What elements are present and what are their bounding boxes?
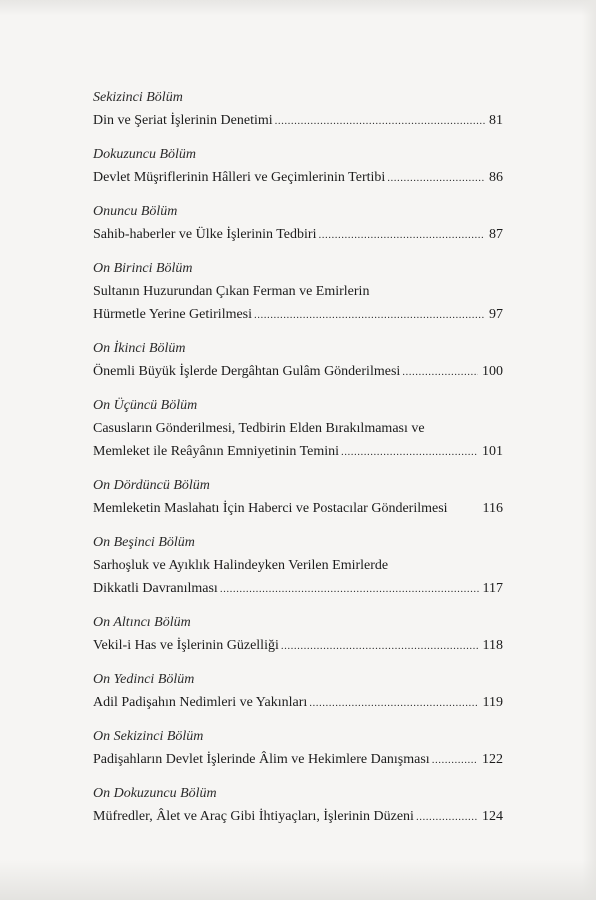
entry-title: Memleketin Maslahatı İçin Haberci ve Postacılar Gönderilmesi	[93, 501, 448, 516]
toc-entry	[93, 360, 503, 383]
entry-title: Hürmetle Yerine Getirilmesi	[93, 307, 253, 322]
toc-entry	[93, 748, 503, 771]
page-right-edge	[582, 0, 596, 900]
leader-dots	[341, 441, 478, 464]
leader-dots	[402, 361, 478, 384]
toc-section	[93, 782, 503, 828]
page-top-shadow	[0, 0, 596, 16]
section-heading: On Üçüncü Bölüm	[93, 398, 198, 413]
toc-section	[93, 394, 503, 463]
entry-title: Sultanın Huzurundan Çıkan Ferman ve Emirlerin	[93, 284, 370, 299]
section-heading: On Dördüncü Bölüm	[93, 478, 210, 493]
toc-section	[93, 611, 503, 657]
page-number: 87	[489, 227, 503, 242]
page-number: 118	[482, 638, 503, 653]
toc-entry	[93, 303, 503, 326]
page-number: 100	[482, 364, 503, 379]
entry-title: Adil Padişahın Nedimleri ve Yakınları	[93, 695, 308, 710]
entry-title: Müfredler, Âlet ve Araç Gibi İhtiyaçları, İşlerinin Düzeni	[93, 809, 414, 824]
toc-entry	[93, 109, 503, 132]
entry-title: Dikkatli Davranılması	[93, 581, 218, 596]
section-heading: Dokuzuncu Bölüm	[93, 147, 197, 162]
entry-title: Devlet Müşriflerinin Hâlleri ve Geçimlerinin Tertibi	[93, 170, 386, 185]
entry-title: Vekil-i Has ve İşlerinin Güzelliği	[93, 638, 279, 653]
toc-section	[93, 474, 503, 520]
section-heading: On Altıncı Bölüm	[93, 615, 191, 630]
toc-entry	[93, 577, 503, 600]
section-heading: On Birinci Bölüm	[93, 261, 193, 276]
page-number: 119	[482, 695, 503, 710]
page-number: 101	[482, 444, 503, 459]
page-number: 122	[482, 752, 503, 767]
page-number: 86	[489, 170, 503, 185]
page-number: 117	[482, 581, 503, 596]
toc-entry-line	[93, 280, 503, 303]
leader-dots	[318, 224, 485, 247]
toc-entry	[93, 223, 503, 246]
entry-title: Casusların Gönderilmesi, Tedbirin Elden Bırakılmaması ve	[93, 421, 425, 436]
leader-dots	[387, 167, 485, 190]
page-number: 97	[489, 307, 503, 322]
section-heading: On Dokuzuncu Bölüm	[93, 786, 217, 801]
toc-entry	[93, 497, 503, 520]
section-heading: On Yedinci Bölüm	[93, 672, 195, 687]
section-heading: Onuncu Bölüm	[93, 204, 178, 219]
toc-section	[93, 86, 503, 132]
toc-entry	[93, 166, 503, 189]
entry-title: Sarhoşluk ve Ayıklık Halindeyken Verilen Emirlerde	[93, 558, 389, 573]
toc-entry-line	[93, 554, 503, 577]
leader-dots	[309, 692, 478, 715]
page-number: 124	[482, 809, 503, 824]
section-heading: On İkinci Bölüm	[93, 341, 186, 356]
toc-section	[93, 200, 503, 246]
section-heading: Sekizinci Bölüm	[93, 90, 183, 105]
toc-entry	[93, 634, 503, 657]
page-number: 116	[482, 501, 503, 516]
entry-title: Önemli Büyük İşlerde Dergâhtan Gulâm Gönderilmesi	[93, 364, 401, 379]
entry-title: Memleket ile Reâyânın Emniyetinin Temini	[93, 444, 340, 459]
toc-entry	[93, 691, 503, 714]
toc-section	[93, 143, 503, 189]
leader-dots	[275, 110, 485, 133]
leader-dots	[281, 635, 479, 658]
page-number: 81	[489, 113, 503, 128]
section-heading: On Sekizinci Bölüm	[93, 729, 204, 744]
entry-title: Din ve Şeriat İşlerinin Denetimi	[93, 113, 273, 128]
section-heading: On Beşinci Bölüm	[93, 535, 195, 550]
toc-section	[93, 337, 503, 383]
toc-section	[93, 668, 503, 714]
table-of-contents	[93, 86, 503, 828]
toc-section	[93, 725, 503, 771]
leader-dots	[220, 578, 479, 601]
toc-entry	[93, 805, 503, 828]
leader-dots	[416, 806, 478, 829]
toc-entry-line	[93, 417, 503, 440]
toc-section	[93, 257, 503, 326]
leader-dots	[254, 304, 485, 327]
toc-section	[93, 531, 503, 600]
page-bottom-shadow	[0, 860, 596, 900]
entry-title: Sahib-haberler ve Ülke İşlerinin Tedbiri	[93, 227, 317, 242]
toc-entry	[93, 440, 503, 463]
leader-dots	[432, 749, 478, 772]
entry-title: Padişahların Devlet İşlerinde Âlim ve Hekimlere Danışması	[93, 752, 430, 767]
